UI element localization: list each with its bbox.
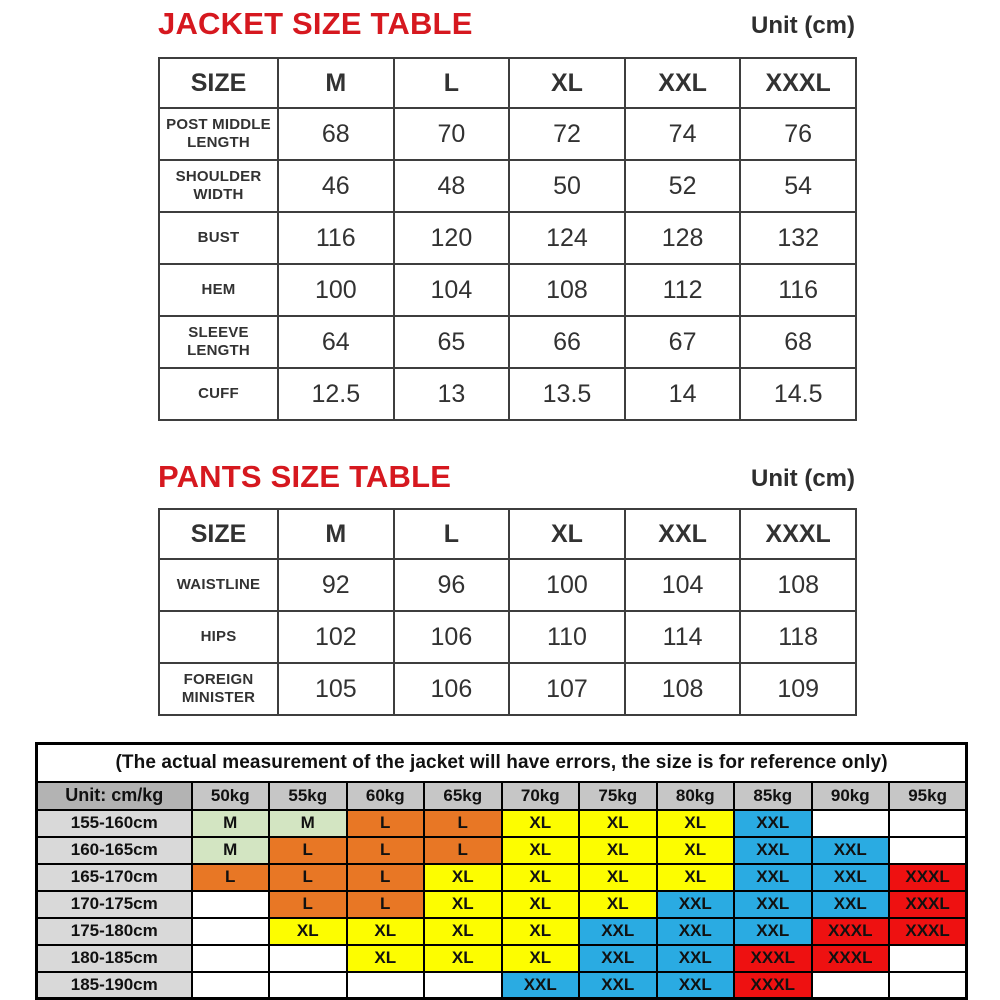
pants-measurement-value-cell: 96 (394, 559, 510, 611)
height-range-label: 160-165cm (37, 837, 192, 864)
jacket-measurement-value-cell: 50 (509, 160, 625, 212)
size-recommendation-cell: XXL (657, 891, 735, 918)
jacket-measurement-value-cell: 108 (509, 264, 625, 316)
size-recommendation-cell: XL (657, 810, 735, 837)
jacket-measurement-value-cell: 46 (278, 160, 394, 212)
pants-table-title: PANTS SIZE TABLE (158, 459, 452, 494)
empty-cell (192, 891, 270, 918)
jacket-measurement-value-cell: 120 (394, 212, 510, 264)
jacket-unit-label: Unit (cm) (751, 12, 855, 39)
jacket-measurement-row (159, 368, 856, 420)
empty-cell (269, 945, 347, 972)
size-recommendation-cell: XL (579, 891, 657, 918)
jacket-measurement-value-cell: 64 (278, 316, 394, 368)
jacket-size-column-header: M (278, 58, 394, 108)
size-recommendation-cell: XL (424, 918, 502, 945)
disclaimer-row (37, 744, 967, 782)
size-recommendation-cell: L (192, 864, 270, 891)
pants-size-column-header: M (278, 509, 394, 559)
empty-cell (347, 972, 425, 999)
jacket-measurement-value-cell: 116 (278, 212, 394, 264)
pants-measurement-value-cell: 105 (278, 663, 394, 715)
jacket-size-column-header: XXL (625, 58, 741, 108)
pants-measurement-row (159, 611, 856, 663)
pants-measurement-value-cell: 108 (625, 663, 741, 715)
empty-cell (889, 945, 967, 972)
size-recommendation-cell: XL (579, 864, 657, 891)
size-recommendation-cell: XL (424, 891, 502, 918)
size-recommendation-cell: XXL (502, 972, 580, 999)
height-row (37, 972, 967, 999)
jacket-measurement-value-cell: 68 (278, 108, 394, 160)
height-row (37, 810, 967, 837)
height-range-label: 185-190cm (37, 972, 192, 999)
size-recommendation-cell: L (269, 864, 347, 891)
weight-column-header: 90kg (812, 782, 890, 810)
size-recommendation-cell: XXL (734, 837, 812, 864)
pants-measurement-label: FOREIGN MINISTER (159, 663, 278, 715)
size-recommendation-cell: XL (502, 918, 580, 945)
empty-cell (269, 972, 347, 999)
jacket-measurement-value-cell: 128 (625, 212, 741, 264)
pants-measurement-value-cell: 107 (509, 663, 625, 715)
size-recommendation-cell: XXL (579, 945, 657, 972)
size-recommendation-cell: XL (502, 810, 580, 837)
jacket-measurement-row (159, 264, 856, 316)
size-recommendation-cell: XL (269, 918, 347, 945)
jacket-measurement-value-cell: 72 (509, 108, 625, 160)
weight-column-header: 50kg (192, 782, 270, 810)
height-range-label: 165-170cm (37, 864, 192, 891)
jacket-measurement-value-cell: 70 (394, 108, 510, 160)
pants-header-row (159, 509, 856, 559)
size-recommendation-cell: XXL (734, 918, 812, 945)
pants-measurement-value-cell: 104 (625, 559, 741, 611)
jacket-measurement-value-cell: 68 (740, 316, 856, 368)
size-recommendation-cell: XXXL (889, 864, 967, 891)
size-recommendation-cell: XL (579, 837, 657, 864)
jacket-size-corner-header: SIZE (159, 58, 278, 108)
size-recommendation-cell: L (347, 864, 425, 891)
size-recommendation-cell: XXL (812, 837, 890, 864)
size-recommendation-cell: M (192, 837, 270, 864)
pants-measurement-value-cell: 114 (625, 611, 741, 663)
empty-cell (812, 972, 890, 999)
size-recommendation-cell: XL (657, 837, 735, 864)
empty-cell (192, 972, 270, 999)
size-recommendation-cell: XXXL (734, 945, 812, 972)
height-range-label: 180-185cm (37, 945, 192, 972)
pants-measurement-value-cell: 100 (509, 559, 625, 611)
size-recommendation-cell: L (424, 837, 502, 864)
jacket-measurement-label: SLEEVE LENGTH (159, 316, 278, 368)
size-recommendation-cell: XL (502, 864, 580, 891)
weight-column-header: 75kg (579, 782, 657, 810)
jacket-measurement-value-cell: 66 (509, 316, 625, 368)
jacket-measurement-value-cell: 12.5 (278, 368, 394, 420)
weight-column-header: 95kg (889, 782, 967, 810)
jacket-measurement-row (159, 108, 856, 160)
jacket-measurement-value-cell: 100 (278, 264, 394, 316)
empty-cell (424, 972, 502, 999)
pants-size-column-header: XL (509, 509, 625, 559)
jacket-size-table (158, 57, 857, 421)
size-recommendation-cell: XXL (734, 864, 812, 891)
size-recommendation-cell: XXL (812, 864, 890, 891)
weight-column-header: 70kg (502, 782, 580, 810)
size-recommendation-cell: XXL (657, 972, 735, 999)
size-recommendation-cell: XL (347, 918, 425, 945)
jacket-measurement-value-cell: 14 (625, 368, 741, 420)
pants-measurement-label: WAISTLINE (159, 559, 278, 611)
disclaimer-text: (The actual measurement of the jacket will have errors, the size is for reference only) (37, 744, 967, 782)
jacket-measurement-label: CUFF (159, 368, 278, 420)
weight-header-row (37, 782, 967, 810)
size-recommendation-cell: XL (424, 864, 502, 891)
jacket-measurement-value-cell: 52 (625, 160, 741, 212)
size-recommendation-cell: XXXL (889, 891, 967, 918)
size-recommendation-cell: XXXL (889, 918, 967, 945)
height-range-label: 155-160cm (37, 810, 192, 837)
pants-size-table (158, 508, 857, 716)
size-recommendation-cell: XL (502, 837, 580, 864)
size-recommendation-cell: L (347, 810, 425, 837)
size-recommendation-cell: L (347, 837, 425, 864)
height-row (37, 945, 967, 972)
jacket-measurement-label: SHOULDER WIDTH (159, 160, 278, 212)
weight-column-header: 60kg (347, 782, 425, 810)
unit-corner-cell: Unit: cm/kg (37, 782, 192, 810)
size-recommendation-cell: XL (502, 945, 580, 972)
size-recommendation-cell: XXL (734, 810, 812, 837)
pants-size-corner-header: SIZE (159, 509, 278, 559)
empty-cell (889, 837, 967, 864)
jacket-measurement-label: BUST (159, 212, 278, 264)
size-recommendation-cell: XXL (812, 891, 890, 918)
jacket-header-row (159, 58, 856, 108)
jacket-measurement-value-cell: 112 (625, 264, 741, 316)
jacket-measurement-value-cell: 13.5 (509, 368, 625, 420)
jacket-measurement-value-cell: 65 (394, 316, 510, 368)
weight-column-header: 55kg (269, 782, 347, 810)
weight-column-header: 65kg (424, 782, 502, 810)
empty-cell (889, 972, 967, 999)
jacket-size-column-header: XL (509, 58, 625, 108)
size-recommendation-cell: XL (347, 945, 425, 972)
jacket-measurement-value-cell: 74 (625, 108, 741, 160)
pants-measurement-value-cell: 109 (740, 663, 856, 715)
jacket-measurement-row (159, 212, 856, 264)
empty-cell (812, 810, 890, 837)
jacket-size-column-header: L (394, 58, 510, 108)
jacket-size-column-header: XXXL (740, 58, 856, 108)
size-recommendation-cell: XXL (657, 918, 735, 945)
pants-measurement-value-cell: 118 (740, 611, 856, 663)
pants-measurement-value-cell: 106 (394, 663, 510, 715)
size-recommendation-cell: XXL (579, 972, 657, 999)
pants-size-column-header: XXL (625, 509, 741, 559)
jacket-measurement-value-cell: 13 (394, 368, 510, 420)
size-recommendation-cell: XXL (734, 891, 812, 918)
size-recommendation-cell: L (424, 810, 502, 837)
pants-size-column-header: XXXL (740, 509, 856, 559)
size-recommendation-cell: XXL (579, 918, 657, 945)
size-recommendation-cell: M (192, 810, 270, 837)
pants-measurement-row (159, 559, 856, 611)
size-recommendation-cell: M (269, 810, 347, 837)
empty-cell (889, 810, 967, 837)
size-recommendation-cell: L (347, 891, 425, 918)
size-recommendation-cell: XXL (657, 945, 735, 972)
pants-measurement-value-cell: 108 (740, 559, 856, 611)
height-row (37, 864, 967, 891)
jacket-measurement-value-cell: 48 (394, 160, 510, 212)
size-recommendation-cell: XL (579, 810, 657, 837)
size-recommendation-cell: L (269, 837, 347, 864)
height-row (37, 891, 967, 918)
size-recommendation-cell: XL (657, 864, 735, 891)
jacket-measurement-row (159, 160, 856, 212)
size-recommendation-cell: L (269, 891, 347, 918)
pants-measurement-value-cell: 92 (278, 559, 394, 611)
jacket-measurement-value-cell: 124 (509, 212, 625, 264)
jacket-measurement-label: HEM (159, 264, 278, 316)
jacket-measurement-value-cell: 76 (740, 108, 856, 160)
size-recommendation-cell: XL (424, 945, 502, 972)
pants-measurement-value-cell: 102 (278, 611, 394, 663)
empty-cell (192, 918, 270, 945)
size-recommendation-cell: XXXL (812, 945, 890, 972)
jacket-measurement-value-cell: 67 (625, 316, 741, 368)
pants-measurement-value-cell: 110 (509, 611, 625, 663)
jacket-measurement-value-cell: 116 (740, 264, 856, 316)
weight-column-header: 80kg (657, 782, 735, 810)
pants-measurement-row (159, 663, 856, 715)
size-recommendation-cell: XL (502, 891, 580, 918)
jacket-measurement-row (159, 316, 856, 368)
empty-cell (192, 945, 270, 972)
pants-measurement-value-cell: 106 (394, 611, 510, 663)
jacket-measurement-value-cell: 132 (740, 212, 856, 264)
size-recommendation-table (35, 742, 968, 1000)
weight-column-header: 85kg (734, 782, 812, 810)
size-recommendation-cell: XXXL (734, 972, 812, 999)
pants-measurement-label: HIPS (159, 611, 278, 663)
jacket-measurement-value-cell: 14.5 (740, 368, 856, 420)
height-row (37, 837, 967, 864)
jacket-table-title: JACKET SIZE TABLE (158, 6, 473, 41)
jacket-measurement-value-cell: 104 (394, 264, 510, 316)
pants-unit-label: Unit (cm) (751, 465, 855, 492)
height-range-label: 175-180cm (37, 918, 192, 945)
size-recommendation-cell: XXXL (812, 918, 890, 945)
height-range-label: 170-175cm (37, 891, 192, 918)
jacket-measurement-value-cell: 54 (740, 160, 856, 212)
pants-size-column-header: L (394, 509, 510, 559)
jacket-measurement-label: POST MIDDLE LENGTH (159, 108, 278, 160)
height-row (37, 918, 967, 945)
